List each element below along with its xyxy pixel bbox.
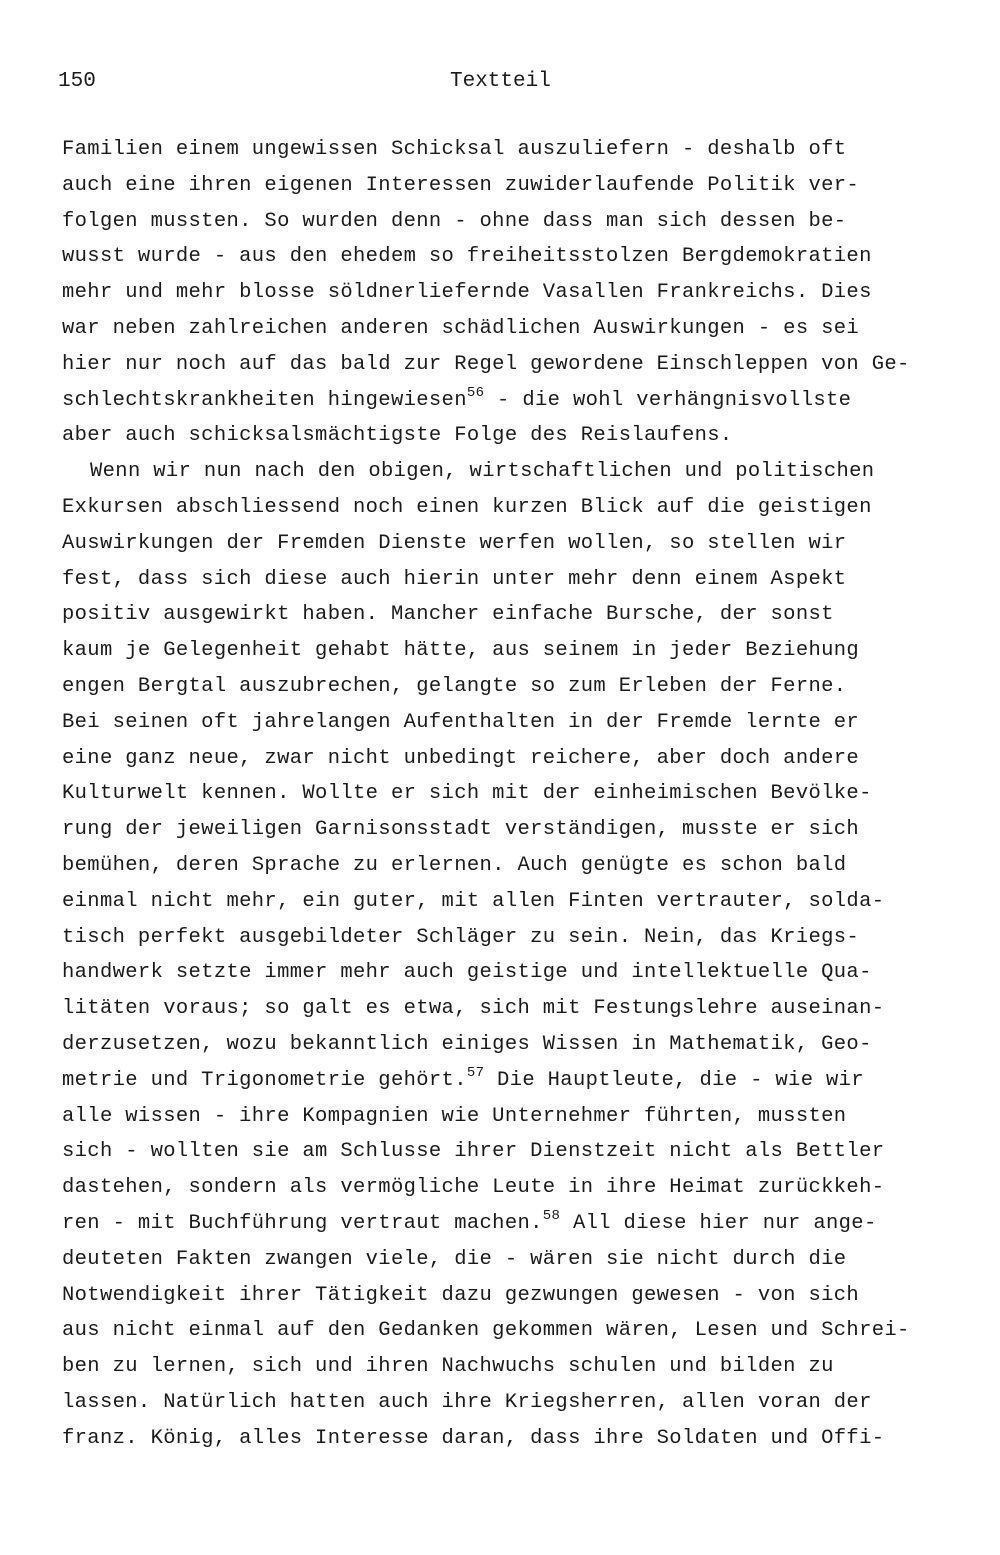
text-line [62,884,974,920]
text-segment: handwerk setzte immer mehr auch geistige und intellektuelle Qua- [62,961,872,985]
text-line [62,132,974,168]
text-segment: fest, dass sich diese auch hierin unter mehr denn einem Aspekt [62,567,847,591]
text-segment: Bei seinen oft jahrelangen Aufenthalten in der Fremde lernte er [62,710,860,734]
text-segment: Auswirkungen der Fremden Dienste werfen wollen, so stellen wir [62,531,847,555]
footnote-marker: 57 [466,1064,485,1081]
footnote-marker: 56 [466,384,485,401]
text-segment: mehr und mehr blosse söldnerliefernde Vasallen Frankreichs. Dies [62,281,872,305]
text-line [62,275,974,311]
text-segment: Familien einem ungewissen Schicksal auszuliefern - deshalb oft [62,138,847,161]
text-line [62,239,974,275]
text-segment: eine ganz neue, zwar nicht unbedingt reichere, aber doch andere [62,746,860,770]
text-segment: auch eine ihren eigenen Interessen zuwiderlaufende Politik ver- [62,173,860,197]
text-line [62,168,974,204]
page-number: 150 [58,70,96,93]
text-segment: wusst wurde - aus den ehedem so freiheitsstolzen Bergdemokratien [62,245,872,269]
text-segment: engen Bergtal auszubrechen, gelangte so zum Erleben der Ferne. [62,674,847,698]
text-segment: hier nur noch auf das bald zur Regel gewordene Einschleppen von Ge- [62,352,910,376]
running-title: Textteil [450,70,551,93]
text-segment: aus nicht einmal auf den Gedanken gekommen wären, Lesen und Schrei- [62,1319,910,1343]
text-segment: bemühen, deren Sprache zu erlernen. Auch genügte es schon bald [62,853,847,877]
text-line [62,1206,974,1242]
text-line [62,920,974,956]
text-line [62,991,974,1027]
body-text [62,132,974,1456]
text-segment: sich - wollten sie am Schlusse ihrer Dienstzeit nicht als Bettler [62,1140,885,1164]
text-segment: litäten voraus; so galt es etwa, sich mit Festungslehre auseinan- [62,997,885,1021]
text-segment: folgen mussten. So wurden denn - ohne dass man sich dessen be- [62,209,847,233]
text-segment: tisch perfekt ausgebildeter Schläger zu sein. Nein, das Kriegs- [62,925,860,949]
text-line [62,1170,974,1206]
text-line [62,741,974,777]
text-segment: Notwendigkeit ihrer Tätigkeit dazu gezwungen gewesen - von sich [62,1283,860,1307]
text-segment: war neben zahlreichen anderen schädlichen Auswirkungen - es sei [62,316,860,340]
text-segment: lassen. Natürlich hatten auch ihre Kriegsherren, allen voran der [62,1390,872,1414]
text-line [62,812,974,848]
text-segment: Die Hauptleute, die - wie wir [484,1068,864,1092]
text-segment: Exkursen abschliessend noch einen kurzen Blick auf die geistigen [62,495,872,519]
text-line [62,1027,974,1063]
text-segment: kaum je Gelegenheit gehabt hätte, aus seinem in jeder Beziehung [62,639,860,663]
text-segment: alle wissen - ihre Kompagnien wie Unternehmer führten, mussten [62,1104,847,1128]
text-line [62,633,974,669]
text-line [62,1349,974,1385]
text-line [62,311,974,347]
text-line [62,526,974,562]
text-line [62,562,974,598]
text-segment: All diese hier nur ange- [560,1211,877,1235]
text-line [62,454,974,490]
text-segment: positiv ausgewirkt haben. Mancher einfache Bursche, der sonst [62,603,834,627]
text-line [62,705,974,741]
text-line [62,669,974,705]
text-segment: - die wohl verhängnisvollste [484,388,852,412]
page-header [58,70,918,100]
text-line [62,1063,974,1099]
text-line [62,955,974,991]
text-line [62,490,974,526]
text-segment: franz. König, alles Interesse daran, dass ihre Soldaten und Offi- [62,1426,885,1450]
text-line [62,1278,974,1314]
text-line [62,848,974,884]
text-line [62,597,974,633]
text-line [62,776,974,812]
paragraph [62,132,974,454]
text-line [62,204,974,240]
text-line [62,383,974,419]
text-segment: derzusetzen, wozu bekanntlich einiges Wissen in Mathematik, Geo- [62,1032,872,1056]
footnote-marker: 58 [542,1207,561,1224]
text-line [62,1242,974,1278]
text-segment: Wenn wir nun nach den obigen, wirtschaftlichen und politischen [90,460,875,484]
text-line [62,347,974,383]
text-line [62,1313,974,1349]
text-line [62,1099,974,1135]
text-segment: deuteten Fakten zwangen viele, die - wären sie nicht durch die [62,1247,847,1271]
text-segment: rung der jeweiligen Garnisonsstadt verständigen, musste er sich [62,818,860,842]
paragraph [62,454,974,1456]
text-segment: Kulturwelt kennen. Wollte er sich mit der einheimischen Bevölke- [62,782,872,806]
text-segment: einmal nicht mehr, ein guter, mit allen Finten vertrauter, solda- [62,889,885,913]
text-segment: ren - mit Buchführung vertraut machen. [62,1211,543,1235]
text-segment: aber auch schicksalsmächtigste Folge des Reislaufens. [62,424,733,448]
text-segment: dastehen, sondern als vermögliche Leute in ihre Heimat zurückkeh- [62,1176,885,1200]
text-line [62,1421,974,1457]
text-line [62,1134,974,1170]
text-segment: ben zu lernen, sich und ihren Nachwuchs schulen und bilden zu [62,1355,834,1379]
text-line [62,418,974,454]
text-line [62,1385,974,1421]
text-segment: metrie und Trigonometrie gehört. [62,1068,467,1092]
text-segment: schlechtskrankheiten hingewiesen [62,388,467,412]
